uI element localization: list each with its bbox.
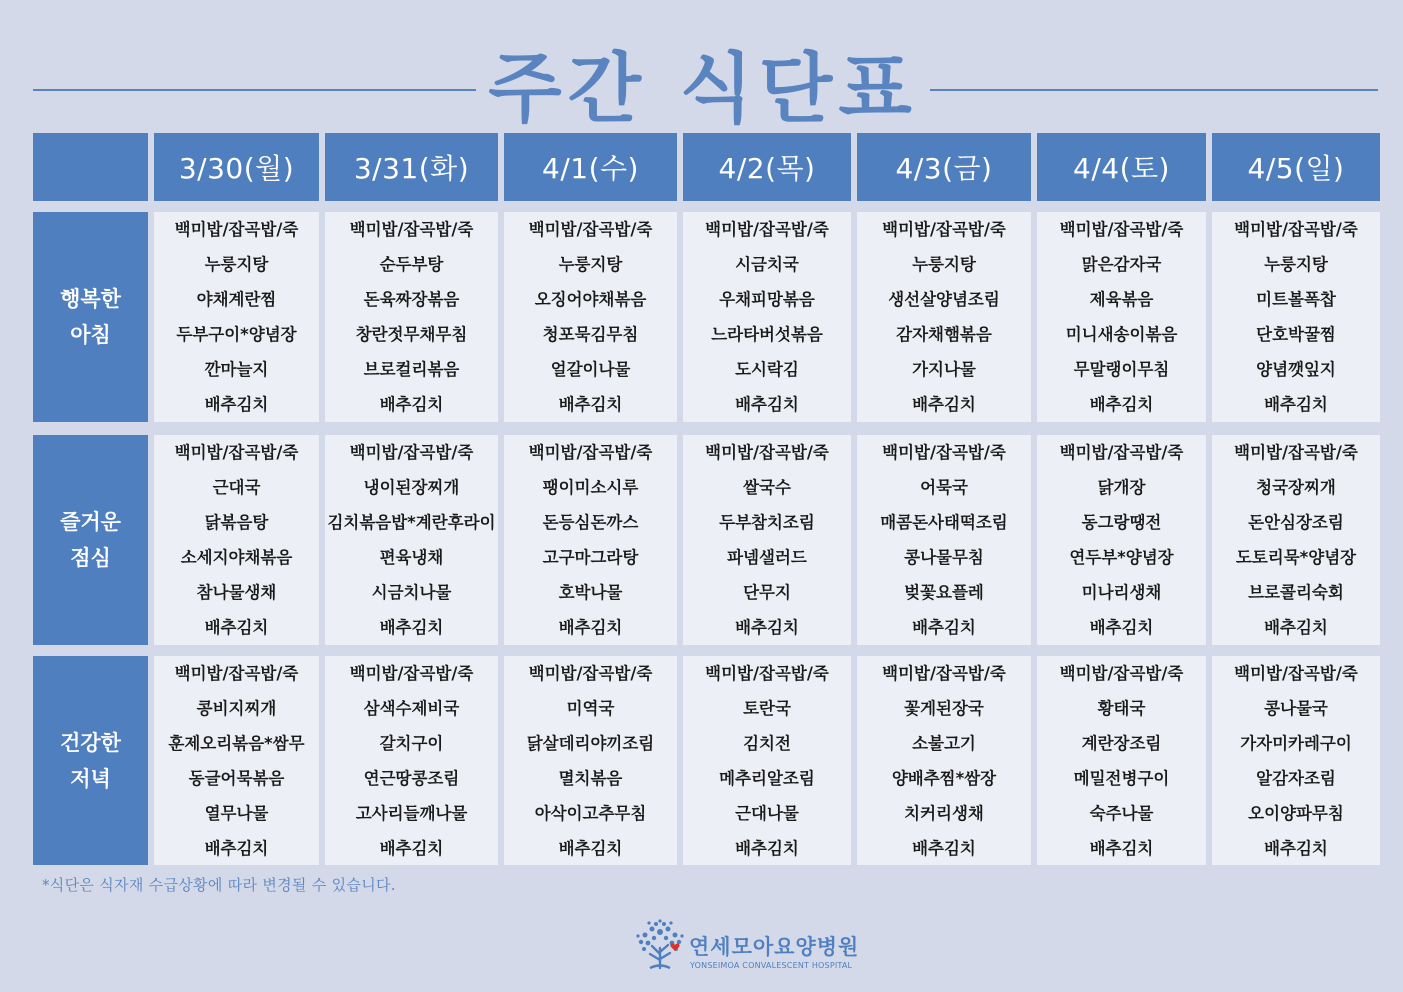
menu-item: 백미밥/잡곡밥/죽 [1234, 663, 1358, 683]
menu-item: 누룽지탕 [912, 255, 976, 274]
menu-item: 멸치볶음 [558, 768, 623, 788]
menu-item: 토란국 [743, 698, 791, 718]
menu-item: 양념깻잎지 [1256, 360, 1336, 379]
menu-item: 배추김치 [558, 618, 623, 637]
menu-item: 배추김치 [735, 395, 799, 414]
menu-item: 냉이된장찌개 [363, 478, 460, 497]
menu-item: 배추김치 [1089, 838, 1154, 858]
meal-label-line2: 아침 [70, 323, 111, 347]
menu-item: 콩나물무침 [904, 548, 984, 567]
day-header: 4/5(일) [1212, 133, 1380, 201]
menu-item: 아삭이고추무침 [534, 803, 647, 823]
menu-item: 숙주나물 [1089, 803, 1154, 823]
menu-item: 백미밥/잡곡밥/죽 [882, 220, 1006, 239]
menu-item: 고구마그라탕 [542, 548, 639, 567]
menu-item: 김치볶음밥*계란후라이 [327, 513, 496, 532]
meal-label [33, 656, 148, 865]
menu-item: 배추김치 [1089, 395, 1154, 414]
menu-item: 배추김치 [204, 838, 269, 858]
menu-item: 배추김치 [1264, 618, 1328, 637]
menu-item: 백미밥/잡곡밥/죽 [1234, 443, 1358, 462]
menu-item: 매콤돈사태떡조림 [880, 513, 1008, 532]
menu-item: 소세지야채볶음 [180, 548, 293, 567]
menu-item: 백미밥/잡곡밥/죽 [1059, 220, 1184, 239]
menu-item: 감자채햄볶음 [896, 325, 992, 344]
menu-cell [683, 435, 851, 645]
menu-item: 황태국 [1097, 698, 1146, 718]
menu-item: 백미밥/잡곡밥/죽 [349, 220, 474, 239]
title-area [33, 44, 1378, 134]
menu-item: 순두부탕 [379, 255, 444, 274]
menu-item: 시금치나물 [371, 583, 452, 602]
menu-item: 파넴샐러드 [727, 548, 807, 567]
menu-cell [504, 212, 677, 422]
menu-item: 백미밥/잡곡밥/죽 [174, 220, 299, 239]
menu-cell [683, 656, 851, 865]
menu-item: 메밀전병구이 [1073, 768, 1170, 788]
menu-change-note: *식단은 식자재 수급상황에 따라 변경될 수 있습니다. [42, 876, 396, 894]
menu-item: 백미밥/잡곡밥/죽 [1059, 663, 1184, 683]
menu-item: 벚꽃요플레 [904, 583, 984, 602]
menu-item: 배추김치 [204, 618, 269, 637]
menu-item: 백미밥/잡곡밥/죽 [705, 663, 829, 683]
menu-item: 김치전 [743, 733, 791, 753]
menu-item: 편육냉채 [379, 548, 444, 567]
menu-item: 고사리들깨나물 [355, 803, 468, 823]
menu-item: 백미밥/잡곡밥/죽 [705, 443, 829, 462]
menu-cell [504, 435, 677, 645]
menu-item: 배추김치 [912, 618, 976, 637]
menu-item: 오징어야채볶음 [534, 290, 647, 309]
menu-item: 브로콜리숙회 [1248, 583, 1344, 602]
menu-item: 야채계란찜 [196, 290, 277, 309]
page-title: 주간 식단표 [488, 44, 918, 133]
menu-item: 갈치구이 [379, 733, 444, 753]
menu-cell [857, 656, 1031, 865]
menu-cell [1212, 435, 1380, 645]
menu-cell [154, 212, 319, 422]
meal-label-line1: 행복한 [60, 287, 121, 311]
menu-item: 도토리묵*양념장 [1235, 548, 1357, 567]
menu-item: 훈제오리볶음*쌈무 [168, 733, 305, 753]
menu-item: 백미밥/잡곡밥/죽 [705, 220, 829, 239]
day-header: 3/30(월) [154, 133, 319, 201]
menu-cell [1037, 656, 1206, 865]
menu-item: 백미밥/잡곡밥/죽 [1059, 443, 1184, 462]
menu-item: 미역국 [566, 698, 615, 718]
title-rule-right [930, 89, 1378, 91]
day-header: 4/1(수) [504, 133, 677, 201]
menu-item: 배추김치 [558, 395, 623, 414]
hospital-name: 연세모아요양병원 [689, 935, 860, 959]
menu-item: 깐마늘지 [204, 360, 269, 379]
menu-cell [1212, 656, 1380, 865]
menu-cell [325, 656, 498, 865]
menu-item: 배추김치 [912, 838, 976, 858]
menu-item: 돈등심돈까스 [542, 513, 639, 532]
menu-item: 미나리생채 [1081, 583, 1162, 602]
menu-item: 백미밥/잡곡밥/죽 [174, 663, 299, 683]
menu-item: 근대나물 [735, 803, 799, 823]
menu-cell [683, 212, 851, 422]
menu-item: 닭살데리야끼조림 [526, 733, 655, 753]
menu-item: 배추김치 [912, 395, 976, 414]
menu-item: 누룽지탕 [204, 255, 269, 274]
menu-item: 배추김치 [735, 838, 799, 858]
menu-item: 오이양파무침 [1248, 803, 1344, 823]
menu-item: 청포묵김무침 [542, 325, 639, 344]
menu-item: 미트볼폭찹 [1256, 290, 1336, 309]
day-header: 4/3(금) [857, 133, 1031, 201]
menu-item: 돈안심장조림 [1248, 513, 1344, 532]
menu-item: 미니새송이볶음 [1065, 325, 1178, 344]
day-header: 4/2(목) [683, 133, 851, 201]
menu-cell [154, 656, 319, 865]
menu-item: 참나물생채 [196, 583, 277, 602]
menu-item: 팽이미소시루 [542, 478, 639, 497]
menu-item: 백미밥/잡곡밥/죽 [1234, 220, 1358, 239]
menu-item: 생선살양념조림 [888, 290, 1000, 309]
header-corner [33, 133, 148, 201]
menu-item: 알감자조림 [1256, 768, 1336, 788]
menu-cell [154, 435, 319, 645]
menu-item: 두부구이*양념장 [176, 325, 297, 344]
menu-item: 백미밥/잡곡밥/죽 [349, 663, 474, 683]
day-header: 3/31(화) [325, 133, 498, 201]
tree-heart-icon [632, 918, 688, 972]
meal-label [33, 212, 148, 422]
meal-label-line2: 저녁 [70, 766, 111, 791]
menu-item: 양배추찜*쌈장 [891, 768, 997, 788]
meal-label-line1: 건강한 [60, 730, 121, 755]
meal-label-line2: 점심 [70, 546, 111, 570]
menu-item: 배추김치 [379, 618, 444, 637]
day-header: 4/4(토) [1037, 133, 1206, 201]
menu-item: 시금치국 [735, 255, 799, 274]
menu-item: 어묵국 [920, 478, 968, 497]
menu-item: 가자미카레구이 [1240, 733, 1352, 753]
menu-item: 배추김치 [558, 838, 623, 858]
menu-item: 배추김치 [1264, 395, 1328, 414]
menu-item: 삼색수제비국 [363, 698, 460, 718]
menu-item: 백미밥/잡곡밥/죽 [174, 443, 299, 462]
menu-item: 느라타버섯볶음 [711, 325, 823, 344]
menu-item: 누룽지탕 [558, 255, 623, 274]
menu-item: 청국장찌개 [1256, 478, 1336, 497]
menu-item: 메추리알조림 [719, 768, 815, 788]
title-rule-left [33, 89, 476, 91]
menu-item: 맑은감자국 [1081, 255, 1162, 274]
menu-cell [504, 656, 677, 865]
menu-item: 연두부*양념장 [1069, 548, 1174, 567]
menu-item: 도시락김 [735, 360, 799, 379]
menu-item: 창란젓무채무침 [355, 325, 468, 344]
menu-item: 닭개장 [1097, 478, 1146, 497]
menu-item: 백미밥/잡곡밥/죽 [882, 443, 1006, 462]
menu-item: 열무나물 [204, 803, 269, 823]
menu-item: 두부참치조림 [719, 513, 815, 532]
menu-item: 배추김치 [379, 395, 444, 414]
menu-item: 가지나물 [912, 360, 976, 379]
menu-cell [1037, 435, 1206, 645]
menu-item: 배추김치 [1089, 618, 1154, 637]
menu-item: 소불고기 [912, 733, 976, 753]
menu-item: 백미밥/잡곡밥/죽 [528, 443, 653, 462]
menu-item: 닭볶음탕 [204, 513, 269, 532]
menu-item: 백미밥/잡곡밥/죽 [349, 443, 474, 462]
meal-label [33, 435, 148, 645]
menu-item: 우채피망볶음 [719, 290, 815, 309]
menu-item: 얼갈이나물 [550, 360, 631, 379]
menu-item: 콩나물국 [1264, 698, 1328, 718]
menu-item: 단무지 [743, 583, 791, 602]
menu-cell [857, 212, 1031, 422]
menu-item: 백미밥/잡곡밥/죽 [882, 663, 1006, 683]
menu-cell [325, 435, 498, 645]
hospital-english-name: YONSEIMOA CONVALESCENT HOSPITAL [690, 961, 853, 970]
menu-item: 단호박꿀찜 [1256, 325, 1336, 344]
menu-item: 호박나물 [558, 583, 623, 602]
hospital-logo [632, 918, 862, 974]
menu-item: 백미밥/잡곡밥/죽 [528, 220, 653, 239]
menu-cell [1212, 212, 1380, 422]
menu-cell [857, 435, 1031, 645]
menu-item: 동그랑땡전 [1081, 513, 1162, 532]
menu-item: 계란장조림 [1081, 733, 1162, 753]
menu-cell [325, 212, 498, 422]
menu-item: 동글어묵볶음 [188, 768, 285, 788]
menu-item: 배추김치 [379, 838, 444, 858]
menu-item: 꽃게된장국 [904, 698, 984, 718]
menu-item: 근대국 [212, 478, 261, 497]
menu-item: 백미밥/잡곡밥/죽 [528, 663, 653, 683]
menu-item: 배추김치 [735, 618, 799, 637]
menu-cell [1037, 212, 1206, 422]
menu-item: 무말랭이무침 [1073, 360, 1170, 379]
menu-item: 돈육짜장볶음 [363, 290, 460, 309]
menu-item: 쌀국수 [743, 478, 791, 497]
menu-item: 누룽지탕 [1264, 255, 1328, 274]
meal-label-line1: 즐거운 [60, 510, 121, 534]
menu-item: 콩비지찌개 [196, 698, 277, 718]
menu-item: 연근땅콩조림 [363, 768, 460, 788]
menu-item: 제육볶음 [1089, 290, 1154, 309]
menu-item: 배추김치 [1264, 838, 1328, 858]
menu-item: 치커리생채 [904, 803, 984, 823]
menu-item: 배추김치 [204, 395, 269, 414]
menu-item: 브로컬리볶음 [363, 360, 460, 379]
